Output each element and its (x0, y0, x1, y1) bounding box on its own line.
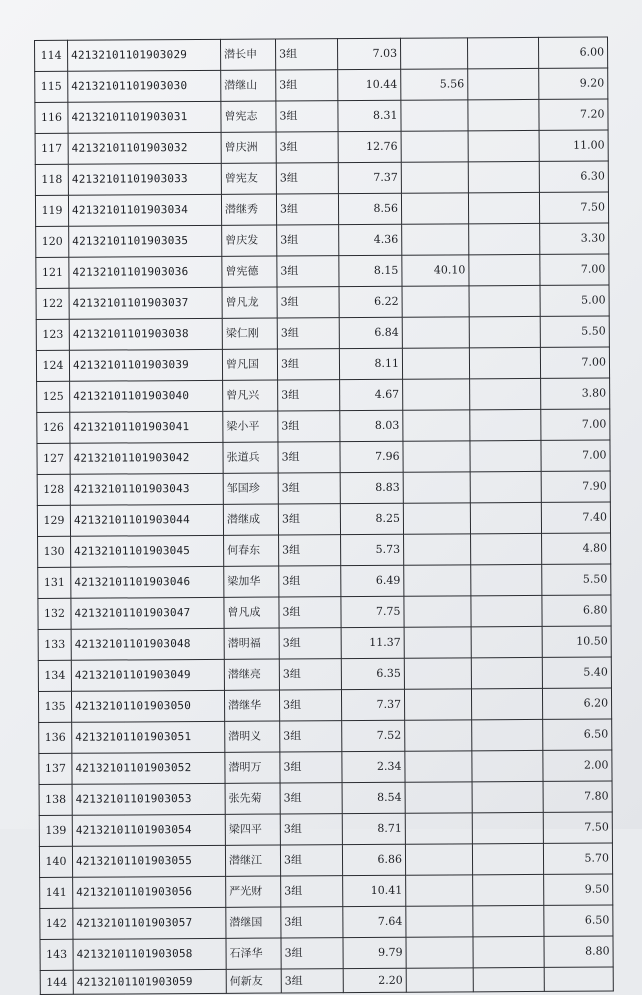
household-id: 42132101101903055 (72, 845, 225, 877)
group-label: 3组 (280, 845, 342, 876)
person-name: 梁加华 (224, 566, 279, 597)
value-col-1: 7.64 (343, 906, 406, 937)
row-number: 132 (38, 598, 71, 629)
empty-col (471, 626, 542, 657)
value-col-1: 8.03 (340, 410, 403, 441)
group-label: 3组 (277, 225, 339, 256)
row-number: 129 (37, 505, 70, 536)
group-label: 3组 (279, 535, 341, 566)
person-name: 梁小平 (223, 411, 278, 442)
table-row (38, 564, 611, 598)
group-label: 3组 (276, 101, 338, 132)
empty-col (468, 130, 539, 161)
value-col-2 (401, 193, 468, 224)
value-col-1: 2.20 (343, 968, 406, 993)
empty-col (471, 564, 542, 595)
empty-col (468, 192, 539, 223)
value-col-3: 10.50 (542, 626, 611, 657)
value-col-3: 3.30 (540, 223, 609, 254)
table-row (37, 378, 610, 412)
empty-col (469, 347, 540, 378)
group-label: 3组 (277, 256, 339, 287)
row-number: 138 (39, 784, 72, 815)
household-id: 42132101101903045 (71, 535, 224, 567)
row-number: 119 (35, 195, 68, 226)
value-col-3: 6.30 (539, 161, 608, 192)
value-col-1: 8.71 (342, 813, 405, 844)
row-number: 117 (35, 133, 68, 164)
empty-col (472, 719, 543, 750)
table-row (36, 254, 609, 288)
person-name: 何新友 (226, 969, 281, 994)
group-label: 3组 (276, 163, 338, 194)
group-label: 3组 (278, 380, 340, 411)
empty-col (469, 223, 540, 254)
group-label: 3组 (276, 70, 338, 101)
group-label: 3组 (279, 566, 341, 597)
table-row (37, 471, 610, 505)
row-number: 136 (39, 722, 72, 753)
value-col-3: 6.00 (538, 37, 607, 68)
table-row (37, 502, 610, 536)
empty-col (472, 750, 543, 781)
person-name: 潜继国 (226, 907, 281, 938)
value-col-2 (404, 534, 471, 565)
row-number: 120 (36, 226, 69, 257)
table-body (35, 37, 614, 995)
value-col-2 (402, 224, 469, 255)
value-col-1: 7.96 (340, 441, 403, 472)
group-label: 3组 (278, 442, 340, 473)
value-col-1: 12.76 (338, 131, 401, 162)
record-table (34, 36, 614, 995)
household-id: 42132101101903047 (71, 597, 224, 629)
value-col-1: 6.22 (339, 286, 402, 317)
value-col-2 (401, 162, 468, 193)
value-col-1: 8.56 (338, 193, 401, 224)
empty-col (468, 68, 539, 99)
value-col-3: 7.50 (539, 192, 608, 223)
household-id: 42132101101903059 (73, 969, 226, 994)
person-name: 严光财 (226, 876, 281, 907)
row-number: 125 (37, 381, 70, 412)
row-number: 130 (38, 536, 71, 567)
group-label: 3组 (277, 318, 339, 349)
household-id: 42132101101903043 (70, 473, 223, 505)
value-col-1: 6.35 (341, 658, 404, 689)
empty-col (470, 471, 541, 502)
household-id: 42132101101903040 (70, 380, 223, 412)
value-col-3: 8.80 (544, 936, 613, 967)
table-row (39, 719, 612, 753)
empty-col (469, 254, 540, 285)
value-col-3: 5.70 (543, 843, 612, 874)
value-col-1: 2.34 (342, 751, 405, 782)
group-label: 3组 (280, 721, 342, 752)
value-col-3: 2.00 (543, 750, 612, 781)
table-row (36, 223, 609, 257)
table-row (39, 812, 612, 846)
row-number: 133 (38, 629, 71, 660)
group-label: 3组 (279, 690, 341, 721)
row-number: 134 (38, 660, 71, 691)
value-col-3: 5.00 (540, 285, 609, 316)
value-col-1: 7.37 (338, 162, 401, 193)
household-id: 42132101101903032 (68, 132, 221, 164)
value-col-3: 9.50 (544, 874, 613, 905)
value-col-1: 4.67 (340, 379, 403, 410)
value-col-2 (402, 317, 469, 348)
table-row (40, 874, 613, 908)
value-col-3: 7.40 (541, 502, 610, 533)
row-number: 141 (40, 877, 73, 908)
value-col-2 (404, 627, 471, 658)
row-number: 137 (39, 753, 72, 784)
row-number: 139 (39, 815, 72, 846)
value-col-3: 6.80 (542, 595, 611, 626)
person-name: 潜明万 (225, 752, 280, 783)
household-id: 42132101101903038 (69, 318, 222, 350)
table-row (35, 68, 608, 102)
table-row (40, 967, 613, 995)
row-number: 118 (35, 164, 68, 195)
group-label: 3组 (278, 504, 340, 535)
value-col-2 (402, 286, 469, 317)
person-name: 曾凡成 (224, 597, 279, 628)
household-id: 42132101101903042 (70, 442, 223, 474)
household-id: 42132101101903029 (68, 39, 221, 71)
table-row (35, 37, 608, 71)
person-name: 邹国珍 (223, 473, 278, 504)
household-id: 42132101101903048 (71, 628, 224, 660)
value-col-3: 7.00 (541, 409, 610, 440)
row-number: 121 (36, 257, 69, 288)
value-col-3: 7.00 (540, 347, 609, 378)
group-label: 3组 (279, 597, 341, 628)
row-number: 116 (35, 102, 68, 133)
value-col-2 (404, 565, 471, 596)
value-col-1: 10.41 (343, 875, 406, 906)
value-col-3: 5.50 (542, 564, 611, 595)
group-label: 3组 (278, 473, 340, 504)
row-number: 142 (40, 908, 73, 939)
value-col-3: 7.50 (543, 812, 612, 843)
value-col-1: 11.37 (341, 627, 404, 658)
value-col-2 (403, 472, 470, 503)
empty-col (472, 843, 543, 874)
empty-col (471, 533, 542, 564)
value-col-2 (404, 689, 471, 720)
empty-col (469, 316, 540, 347)
household-id: 42132101101903035 (69, 225, 222, 257)
empty-col (472, 781, 543, 812)
group-label: 3组 (276, 194, 338, 225)
group-label: 3组 (277, 349, 339, 380)
person-name: 潜继华 (224, 690, 279, 721)
row-number: 128 (37, 474, 70, 505)
household-id: 42132101101903052 (72, 752, 225, 784)
value-col-2 (400, 38, 467, 69)
household-id: 42132101101903039 (69, 349, 222, 381)
person-name: 曾凡龙 (222, 287, 277, 318)
household-id: 42132101101903033 (68, 163, 221, 195)
table-row (38, 626, 611, 660)
household-id: 42132101101903046 (71, 566, 224, 598)
table-row (37, 440, 610, 474)
value-col-3: 7.90 (541, 471, 610, 502)
value-col-1: 7.52 (342, 720, 405, 751)
person-name: 潜继江 (225, 845, 280, 876)
person-name: 潜明福 (224, 628, 279, 659)
value-col-2 (406, 906, 473, 937)
row-number: 115 (35, 71, 68, 102)
row-number: 124 (36, 350, 69, 381)
row-number: 131 (38, 567, 71, 598)
person-name: 何春东 (224, 535, 279, 566)
value-col-2 (402, 348, 469, 379)
value-col-3: 6.50 (544, 905, 613, 936)
table-row (35, 130, 608, 164)
empty-col (470, 440, 541, 471)
row-number: 114 (35, 40, 68, 71)
person-name: 潜继亮 (224, 659, 279, 690)
group-label: 3组 (277, 287, 339, 318)
table-row (35, 161, 608, 195)
person-name: 潜继秀 (221, 194, 276, 225)
household-id: 42132101101903041 (70, 411, 223, 443)
row-number: 144 (40, 970, 73, 995)
table-row (36, 347, 609, 381)
value-col-3: 3.80 (541, 378, 610, 409)
row-number: 140 (39, 846, 72, 877)
group-label: 3组 (281, 938, 343, 969)
value-col-1: 7.75 (341, 596, 404, 627)
household-id: 42132101101903044 (70, 504, 223, 536)
household-id: 42132101101903030 (68, 70, 221, 102)
table-row (39, 843, 612, 877)
value-col-3: 5.50 (540, 316, 609, 347)
table-row (35, 192, 608, 226)
value-col-1: 10.44 (338, 69, 401, 100)
table-row (35, 99, 608, 133)
value-col-3: 6.20 (542, 688, 611, 719)
value-col-1: 6.84 (339, 317, 402, 348)
person-name: 石泽华 (226, 938, 281, 969)
person-name: 曾宪德 (222, 256, 277, 287)
household-id: 42132101101903057 (73, 907, 226, 939)
value-col-1: 8.15 (339, 255, 402, 286)
row-number: 126 (37, 412, 70, 443)
value-col-3 (544, 967, 613, 992)
household-id: 42132101101903037 (69, 287, 222, 319)
value-col-1: 8.25 (340, 503, 403, 534)
value-col-2 (401, 131, 468, 162)
household-id: 42132101101903049 (71, 659, 224, 691)
empty-col (470, 378, 541, 409)
person-name: 潜继山 (221, 70, 276, 101)
value-col-2 (405, 751, 472, 782)
row-number: 135 (38, 691, 71, 722)
empty-col (471, 688, 542, 719)
value-col-2 (406, 875, 473, 906)
table-row (38, 657, 611, 691)
person-name: 张先菊 (225, 783, 280, 814)
group-label: 3组 (279, 659, 341, 690)
household-id: 42132101101903054 (72, 814, 225, 846)
table-row (40, 905, 613, 939)
person-name: 张道兵 (223, 442, 278, 473)
value-col-1: 8.83 (340, 472, 403, 503)
value-col-2 (405, 782, 472, 813)
empty-col (470, 502, 541, 533)
value-col-1: 7.03 (337, 38, 400, 69)
person-name: 潜明义 (225, 721, 280, 752)
group-label: 3组 (280, 752, 342, 783)
value-col-2 (403, 503, 470, 534)
household-id: 42132101101903051 (72, 721, 225, 753)
group-label: 3组 (280, 783, 342, 814)
household-id: 42132101101903056 (73, 876, 226, 908)
group-label: 3组 (280, 814, 342, 845)
empty-col (468, 99, 539, 130)
value-col-3: 7.00 (540, 254, 609, 285)
table-row (39, 781, 612, 815)
value-col-2 (403, 410, 470, 441)
empty-col (469, 285, 540, 316)
empty-col (472, 812, 543, 843)
value-col-1: 9.79 (343, 937, 406, 968)
empty-col (471, 595, 542, 626)
row-number: 143 (40, 939, 73, 970)
value-col-3: 7.20 (539, 99, 608, 130)
empty-col (468, 161, 539, 192)
household-id: 42132101101903050 (71, 690, 224, 722)
row-number: 122 (36, 288, 69, 319)
table-row (36, 316, 609, 350)
person-name: 曾庆洲 (221, 132, 276, 163)
empty-col (473, 905, 544, 936)
value-col-2 (401, 100, 468, 131)
value-col-3: 6.50 (543, 719, 612, 750)
person-name: 潜继成 (223, 504, 278, 535)
table-row (38, 595, 611, 629)
value-col-1: 6.86 (342, 844, 405, 875)
value-col-3: 5.40 (542, 657, 611, 688)
person-name: 梁仁刚 (222, 318, 277, 349)
household-id: 42132101101903053 (72, 783, 225, 815)
value-col-3: 7.00 (541, 440, 610, 471)
value-col-2: 5.56 (401, 69, 468, 100)
table-row (40, 936, 613, 970)
value-col-1: 5.73 (341, 534, 404, 565)
value-col-1: 7.37 (341, 689, 404, 720)
empty-col (473, 936, 544, 967)
value-col-1: 6.49 (341, 565, 404, 596)
value-col-3: 11.00 (539, 130, 608, 161)
empty-col (473, 874, 544, 905)
value-col-2: 40.10 (402, 255, 469, 286)
value-col-3: 7.80 (543, 781, 612, 812)
person-name: 潜长申 (220, 39, 275, 70)
table-row (37, 409, 610, 443)
value-col-2 (405, 720, 472, 751)
table-row (36, 285, 609, 319)
group-label: 3组 (281, 907, 343, 938)
row-number: 123 (36, 319, 69, 350)
value-col-2 (404, 596, 471, 627)
value-col-2 (403, 441, 470, 472)
value-col-2 (406, 968, 473, 993)
value-col-2 (406, 937, 473, 968)
household-id: 42132101101903034 (68, 194, 221, 226)
value-col-1: 4.36 (339, 224, 402, 255)
table-row (39, 750, 612, 784)
value-col-3: 4.80 (542, 533, 611, 564)
value-col-2 (403, 379, 470, 410)
group-label: 3组 (279, 628, 341, 659)
table-row (38, 688, 611, 722)
household-id: 42132101101903031 (68, 101, 221, 133)
group-label: 3组 (276, 132, 338, 163)
person-name: 梁四平 (225, 814, 280, 845)
household-id: 42132101101903036 (69, 256, 222, 288)
row-number: 127 (37, 443, 70, 474)
household-id: 42132101101903058 (73, 938, 226, 970)
value-col-1: 8.31 (338, 100, 401, 131)
empty-col (470, 409, 541, 440)
value-col-2 (405, 844, 472, 875)
group-label: 3组 (275, 39, 337, 70)
empty-col (471, 657, 542, 688)
person-name: 曾凡国 (222, 349, 277, 380)
group-label: 3组 (278, 411, 340, 442)
empty-col (473, 967, 544, 992)
value-col-1: 8.11 (339, 348, 402, 379)
value-col-1: 8.54 (342, 782, 405, 813)
empty-col (467, 37, 538, 68)
value-col-2 (404, 658, 471, 689)
group-label: 3组 (281, 876, 343, 907)
person-name: 曾凡兴 (223, 380, 278, 411)
person-name: 曾庆发 (222, 225, 277, 256)
group-label: 3组 (281, 969, 343, 994)
person-name: 曾宪友 (221, 163, 276, 194)
value-col-3: 9.20 (539, 68, 608, 99)
table-row (38, 533, 611, 567)
person-name: 曾宪志 (221, 101, 276, 132)
